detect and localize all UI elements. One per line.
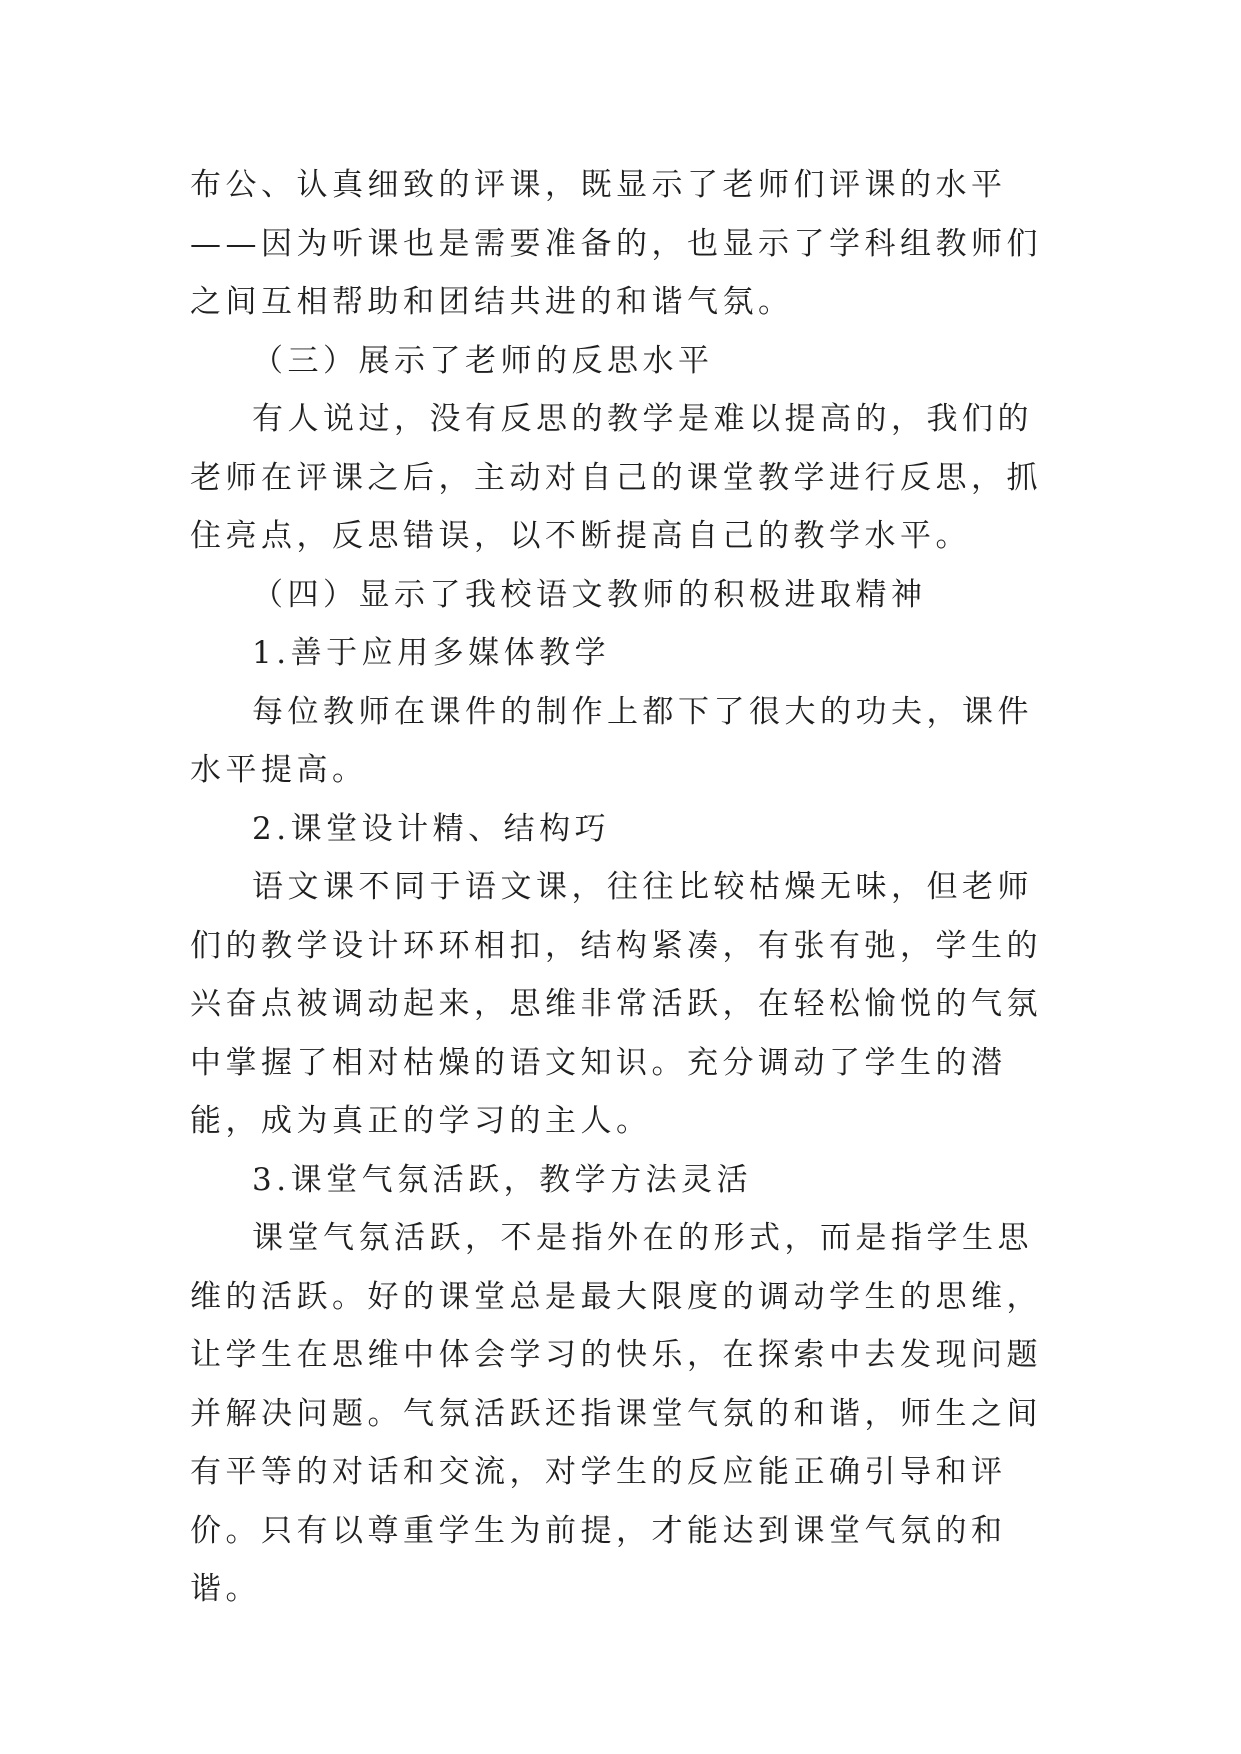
section-heading: （四）显示了我校语文教师的积极进取精神 <box>252 576 927 613</box>
paragraph: 每位教师在课件的制作上都下了很大的功夫，课件水平提高。 <box>190 693 1033 788</box>
subheading: 2.课堂设计精、结构巧 <box>252 810 611 847</box>
paragraph: 布公、认真细致的评课，既显示了老师们评课的水平——因为听课也是需要准备的，也显示了学科组教师们之间互相帮助和团结共进的和谐气氛。 <box>190 167 1042 320</box>
document-body <box>190 156 1062 1619</box>
subheading: 3.课堂气氛活跃，教学方法灵活 <box>252 1161 753 1198</box>
paragraph: 课堂气氛活跃，不是指外在的形式，而是指学生思维的活跃。好的课堂总是最大限度的调动学生的思维，让学生在思维中体会学习的快乐，在探索中去发现问题并解决问题。气氛活跃还指课堂气氛的和谐，师生之间有平等的对话和交流，对学生的反应能正确引导和评价。只有以尊重学生为前提，才能达到课堂气氛的和谐。 <box>190 1220 1042 1607</box>
paragraph: 有人说过，没有反思的教学是难以提高的，我们的老师在评课之后，主动对自己的课堂教学进行反思，抓住亮点，反思错误，以不断提高自己的教学水平。 <box>190 401 1042 554</box>
paragraph: 语文课不同于语文课，往往比较枯燥无味，但老师们的教学设计环环相扣，结构紧凑，有张有弛，学生的兴奋点被调动起来，思维非常活跃，在轻松愉悦的气氛中掌握了相对枯燥的语文知识。充分调动了学生的潜能，成为真正的学习的主人。 <box>190 869 1042 1139</box>
subheading: 1.善于应用多媒体教学 <box>252 635 611 671</box>
section-heading: （三）展示了老师的反思水平 <box>252 342 714 379</box>
